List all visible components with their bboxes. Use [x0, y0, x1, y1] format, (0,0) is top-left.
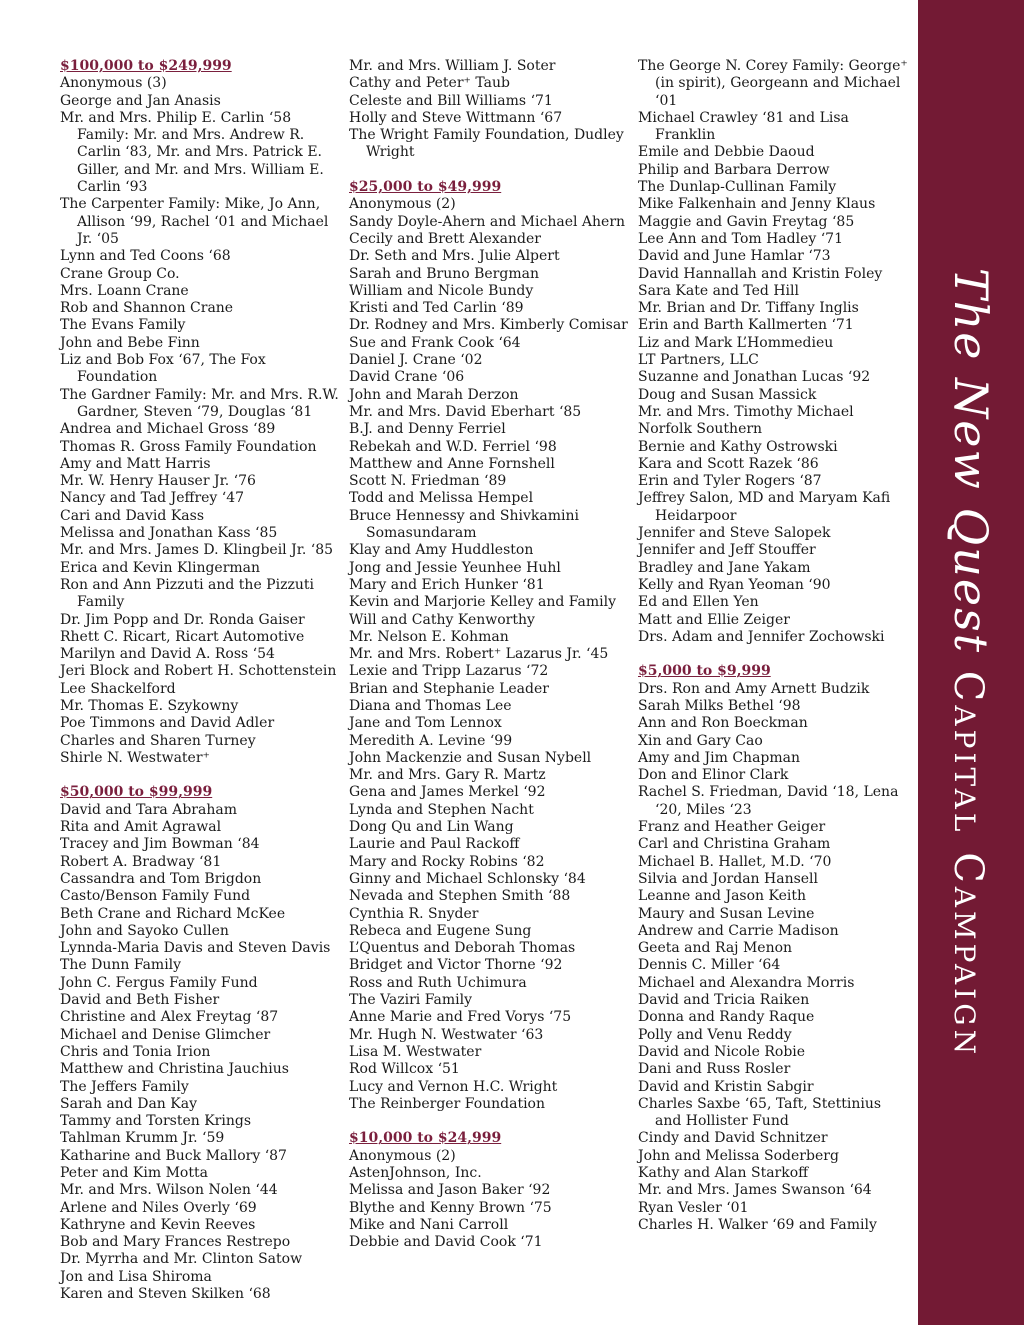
donor-name: Bob and Mary Frances Restrepo: [60, 1234, 291, 1251]
donor-name: Maury and Susan Levine: [638, 905, 815, 922]
donor-name: Anonymous (2): [349, 1147, 456, 1164]
gift-level-heading: $50,000 to $99,999: [60, 784, 213, 801]
donor-name: Klay and Amy Huddleston: [349, 542, 534, 559]
donor-name: George and Jan Anasis: [60, 92, 221, 109]
donor-name: Rob and Shannon Crane: [60, 300, 234, 317]
donor-name: Diana and Thomas Lee: [349, 697, 512, 714]
donor-name: Jennifer and Jeff Stouffer: [638, 542, 816, 559]
donor-name: LT Partners, LLC: [638, 352, 759, 369]
donor-name: Kelly and Ryan Yeoman ‘90: [638, 576, 831, 593]
donor-name: David and Beth Fisher: [60, 992, 220, 1009]
donor-name: David and Nicole Robie: [638, 1043, 806, 1060]
donor-name: Cindy and David Schnitzer: [638, 1130, 828, 1147]
donor-name: The Gardner Family: Mr. and Mrs. R.W. Gardner, Steven ‘79, Douglas ‘81: [60, 386, 339, 420]
donor-name: John and Sayoko Cullen: [60, 922, 229, 939]
donor-name: Jon and Lisa Shiroma: [60, 1268, 212, 1285]
campaign-title-caps: Capital Campaign: [945, 670, 991, 1058]
donor-name: The Vaziri Family: [349, 992, 472, 1009]
donor-name: Todd and Melissa Hempel: [349, 490, 534, 507]
donor-name: Mr. and Mrs. Robert⁺ Lazarus Jr. ‘45: [349, 646, 609, 663]
donor-name: Casto/Benson Family Fund: [60, 888, 251, 905]
donor-name: Mrs. Loann Crane: [60, 282, 189, 299]
donor-name: Karen and Steven Skilken ‘68: [60, 1286, 271, 1303]
donor-name: Carl and Christina Graham: [638, 836, 831, 853]
donor-name: David and Tara Abraham: [60, 801, 237, 818]
donor-name: David Hannallah and Kristin Foley: [638, 265, 883, 282]
donor-name: Dani and Russ Rosler: [638, 1061, 791, 1078]
donor-name: Erin and Barth Kallmerten ‘71: [638, 317, 854, 334]
donor-name: David and Tricia Raiken: [638, 992, 810, 1009]
donor-name: Rebeca and Eugene Sung: [349, 922, 532, 939]
donor-name: Ann and Ron Boeckman: [638, 715, 808, 732]
donor-name: Kathryne and Kevin Reeves: [60, 1216, 256, 1233]
donor-name: Liz and Bob Fox ‘67, The Fox Foundation: [60, 352, 266, 386]
donor-name: John Mackenzie and Susan Nybell: [349, 749, 592, 766]
donor-name: Mr. Thomas E. Szykowny: [60, 697, 239, 714]
donor-name: Silvia and Jordan Hansell: [638, 870, 819, 887]
donor-name: David and June Hamlar ‘73: [638, 248, 831, 265]
donor-name: Mr. and Mrs. William J. Soter: [349, 58, 556, 74]
donor-name: Tammy and Torsten Krings: [60, 1113, 252, 1130]
gift-level-heading: $5,000 to $9,999: [638, 663, 771, 680]
donor-name: David Crane ‘06: [349, 369, 465, 386]
campaign-title: [944, 267, 998, 1057]
gift-level-heading: $10,000 to $24,999: [349, 1130, 502, 1147]
donor-name: Sarah and Dan Kay: [60, 1095, 197, 1112]
donor-name: Anonymous (3): [60, 75, 167, 92]
donor-name: Scott N. Friedman ‘89: [349, 473, 507, 490]
donor-name: Norfolk Southern: [638, 421, 763, 438]
donor-name: Sara Kate and Ted Hill: [638, 282, 799, 299]
donor-name: Lynnda-Maria Davis and Steven Davis: [60, 940, 331, 957]
donor-name: Ed and Ellen Yen: [638, 594, 759, 611]
donor-name: Mary and Rocky Robins ‘82: [349, 853, 545, 870]
donor-name: Andrew and Carrie Madison: [638, 922, 839, 939]
donor-name: Thomas R. Gross Family Foundation: [60, 438, 317, 455]
donor-name: Marilyn and David A. Ross ‘54: [60, 646, 275, 663]
donor-name: Debbie and David Cook ‘71: [349, 1234, 543, 1251]
donor-name: Leanne and Jason Keith: [638, 888, 806, 905]
donor-name: Mr. and Mrs. James Swanson ‘64: [638, 1182, 872, 1199]
donor-name: Nevada and Stephen Smith ‘88: [349, 888, 571, 905]
donor-name: Chris and Tonia Irion: [60, 1043, 211, 1060]
donor-name: Celeste and Bill Williams ‘71: [349, 92, 553, 109]
donor-name: Mary and Erich Hunker ‘81: [349, 576, 545, 593]
section-spacer: [349, 1113, 631, 1130]
donor-name: Erica and Kevin Klingerman: [60, 559, 261, 576]
campaign-title-script: The New Quest: [944, 267, 998, 654]
donor-name: David and Kristin Sabgir: [638, 1078, 814, 1095]
donor-name: The George N. Corey Family: George⁺ (in spirit), Georgeann and Michael ‘01: [638, 58, 908, 109]
donor-name: Mr. Hugh N. Westwater ‘63: [349, 1026, 544, 1043]
donor-name: Donna and Randy Raque: [638, 1009, 815, 1026]
donor-name: Matthew and Christina Jauchius: [60, 1061, 289, 1078]
donor-name: Drs. Ron and Amy Arnett Budzik: [638, 680, 870, 697]
donor-name: Xin and Gary Cao: [638, 732, 763, 749]
donor-name: Dr. Rodney and Mrs. Kimberly Comisar: [349, 317, 628, 334]
donor-name: Will and Cathy Kenworthy: [349, 611, 535, 628]
donor-name: John and Melissa Soderberg: [638, 1147, 839, 1164]
donor-name: Dr. Myrrha and Mr. Clinton Satow: [60, 1251, 303, 1268]
donor-name: Gena and James Merkel ‘92: [349, 784, 546, 801]
donor-name: William and Nicole Bundy: [349, 282, 534, 299]
donor-name: Rachel S. Friedman, David ‘18, Lena ‘20, Miles ‘23: [638, 784, 899, 818]
section-spacer: [638, 646, 910, 663]
donor-name: Tracey and Jim Bowman ‘84: [60, 836, 260, 853]
donor-name: Philip and Barbara Derrow: [638, 161, 830, 178]
donor-name: Dennis C. Miller ‘64: [638, 957, 781, 974]
donor-name: Sarah and Bruno Bergman: [349, 265, 539, 282]
gift-level-heading: $100,000 to $249,999: [60, 58, 232, 74]
donor-name: Kathy and Alan Starkoff: [638, 1165, 809, 1181]
gift-level-heading: $25,000 to $49,999: [349, 179, 502, 196]
donor-name: Cecily and Brett Alexander: [349, 230, 541, 247]
donor-name: Don and Elinor Clark: [638, 767, 789, 784]
donor-name: Mr. Nelson E. Kohman: [349, 628, 509, 645]
donor-name: The Jeffers Family: [60, 1078, 189, 1095]
donor-name: Anne Marie and Fred Vorys ‘75: [349, 1009, 572, 1026]
donor-name: Michael and Denise Glimcher: [60, 1026, 271, 1043]
donor-name: Mr. Brian and Dr. Tiffany Inglis: [638, 300, 859, 317]
donor-name: Matthew and Anne Fornshell: [349, 455, 555, 472]
donor-name: Michael Crawley ‘81 and Lisa Franklin: [638, 109, 849, 144]
donor-name: Mike Falkenhain and Jenny Klaus: [638, 196, 876, 213]
donor-name: AstenJohnson, Inc.: [349, 1165, 482, 1181]
donor-name: Ryan Vesler ‘01: [638, 1199, 749, 1216]
donor-name: L’Quentus and Deborah Thomas: [349, 940, 576, 957]
donor-name: Michael B. Hallet, M.D. ‘70: [638, 853, 832, 870]
donor-name: Jeri Block and Robert H. Schottenstein: [60, 663, 337, 680]
donor-name: Mr. and Mrs. Gary R. Martz: [349, 767, 546, 784]
donor-name: Bradley and Jane Yakam: [638, 559, 811, 576]
section-spacer: [349, 162, 631, 179]
donor-name: Charles Saxbe ‘65, Taft, Stettinius and Hollister Fund: [638, 1095, 882, 1130]
donor-column-1: [60, 58, 342, 1303]
donor-name: Kevin and Marjorie Kelley and Family: [349, 594, 617, 611]
donor-name: Mr. and Mrs. Wilson Nolen ‘44: [60, 1182, 278, 1199]
donor-name: Sue and Frank Cook ‘64: [349, 334, 521, 351]
donor-name: Jong and Jessie Yeunhee Huhl: [349, 559, 561, 576]
donor-name: Liz and Mark L’Hommedieu: [638, 334, 834, 351]
donor-name: Andrea and Michael Gross ‘89: [60, 421, 276, 438]
donor-name: Jennifer and Steve Salopek: [638, 525, 831, 542]
donor-name: Lucy and Vernon H.C. Wright: [349, 1078, 558, 1095]
donor-name: Lexie and Tripp Lazarus ‘72: [349, 663, 549, 680]
donor-name: Dong Qu and Lin Wang: [349, 819, 514, 836]
donor-name: Ginny and Michael Schlonsky ‘84: [349, 870, 586, 887]
donor-name: B.J. and Denny Ferriel: [349, 421, 506, 438]
donor-name: The Evans Family: [60, 317, 186, 334]
donor-name: Emile and Debbie Daoud: [638, 144, 815, 161]
donor-name: Matt and Ellie Zeiger: [638, 611, 790, 628]
donor-name: Nancy and Tad Jeffrey ‘47: [60, 490, 245, 507]
donor-name: Drs. Adam and Jennifer Zochowski: [638, 628, 885, 645]
donor-name: Cynthia R. Snyder: [349, 905, 479, 922]
donor-name: Michael and Alexandra Morris: [638, 974, 855, 991]
donor-name: Blythe and Kenny Brown ‘75: [349, 1199, 552, 1216]
donor-name: Ross and Ruth Uchimura: [349, 974, 527, 991]
donor-name: Mr. and Mrs. James D. Klingbeil Jr. ‘85: [60, 542, 334, 559]
donor-name: Daniel J. Crane ‘02: [349, 352, 483, 369]
donor-name: Doug and Susan Massick: [638, 386, 817, 403]
donor-name: Jane and Tom Lennox: [349, 715, 502, 732]
donor-name: Robert A. Bradway ‘81: [60, 853, 222, 870]
donor-name: Rhett C. Ricart, Ricart Automotive: [60, 628, 305, 645]
donor-name: Laurie and Paul Rackoff: [349, 836, 520, 853]
donor-name: The Dunlap-Cullinan Family: [638, 179, 837, 196]
donor-name: Franz and Heather Geiger: [638, 819, 826, 836]
donor-name: Poe Timmons and David Adler: [60, 715, 275, 732]
donor-name: Mr. and Mrs. Philip E. Carlin ‘58 Family: Mr. and Mrs. Andrew R. Carlin ‘83, Mr. and Mrs. Patrick E. Giller, and Mr. and Mrs. William E. Carlin ‘93: [60, 109, 324, 196]
donor-name: Sandy Doyle-Ahern and Michael Ahern: [349, 213, 626, 230]
donor-name: Rod Willcox ‘51: [349, 1061, 460, 1078]
donor-name: Jeffrey Salon, MD and Maryam Kafi Heidarpoor: [638, 490, 891, 524]
donor-column-2: [349, 58, 631, 1251]
donor-name: Charles and Sharen Turney: [60, 732, 256, 749]
donor-name: Katharine and Buck Mallory ‘87: [60, 1147, 287, 1164]
donor-name: The Wright Family Foundation, Dudley Wright: [349, 127, 624, 161]
donor-name: Suzanne and Jonathan Lucas ‘92: [638, 369, 871, 386]
donor-name: Dr. Seth and Mrs. Julie Alpert: [349, 248, 560, 265]
donor-name: Beth Crane and Richard McKee: [60, 905, 286, 922]
donor-name: Arlene and Niles Overly ‘69: [60, 1199, 257, 1216]
donor-name: John and Marah Derzon: [349, 386, 519, 403]
donor-name: Lee Ann and Tom Hadley ‘71: [638, 230, 843, 247]
donor-name: Charles H. Walker ‘69 and Family: [638, 1216, 877, 1233]
donor-name: Bernie and Kathy Ostrowski: [638, 438, 838, 455]
donor-name: Kristi and Ted Carlin ‘89: [349, 300, 524, 317]
donor-name: Sarah Milks Bethel ‘98: [638, 697, 801, 714]
donor-name: Erin and Tyler Rogers ‘87: [638, 473, 822, 490]
campaign-sidebar: [918, 0, 1024, 1325]
donor-name: Lisa M. Westwater: [349, 1043, 482, 1060]
donor-name: Bruce Hennessy and Shivkamini Somasundaram: [349, 507, 579, 542]
donor-name: The Dunn Family: [60, 957, 182, 974]
donor-name: Peter and Kim Motta: [60, 1165, 208, 1181]
donor-name: Amy and Matt Harris: [60, 455, 211, 472]
donor-name: Cassandra and Tom Brigdon: [60, 870, 262, 887]
donor-name: Lynn and Ted Coons ‘68: [60, 248, 231, 265]
donor-name: Amy and Jim Chapman: [638, 749, 801, 766]
donor-name: Christine and Alex Freytag ‘87: [60, 1009, 279, 1026]
donor-name: Cathy and Peter⁺ Taub: [349, 75, 510, 92]
donor-name: Rita and Amit Agrawal: [60, 819, 222, 836]
donor-name: Cari and David Kass: [60, 507, 204, 524]
donor-name: Melissa and Jason Baker ‘92: [349, 1182, 551, 1199]
donor-name: Dr. Jim Popp and Dr. Ronda Gaiser: [60, 611, 305, 628]
donor-name: Lynda and Stephen Nacht: [349, 801, 534, 818]
donor-name: Polly and Venu Reddy: [638, 1026, 792, 1043]
donor-name: Brian and Stephanie Leader: [349, 680, 549, 697]
donor-name: Mike and Nani Carroll: [349, 1216, 509, 1233]
donor-name: Meredith A. Levine ‘99: [349, 732, 513, 749]
donor-name: John and Bebe Finn: [60, 334, 200, 351]
donor-name: Ron and Ann Pizzuti and the Pizzuti Family: [60, 576, 314, 611]
donor-name: Melissa and Jonathan Kass ‘85: [60, 525, 278, 542]
donor-name: Tahlman Krumm Jr. ‘59: [60, 1130, 225, 1147]
donor-name: Lee Shackelford: [60, 680, 176, 697]
donor-name: Mr. and Mrs. David Eberhart ‘85: [349, 403, 582, 420]
donor-name: The Carpenter Family: Mike, Jo Ann, Allison ‘99, Rachel ‘01 and Michael Jr. ‘05: [60, 196, 329, 247]
section-spacer: [60, 767, 342, 784]
donor-name: Kara and Scott Razek ‘86: [638, 455, 819, 472]
donor-name: Shirle N. Westwater⁺: [60, 749, 210, 766]
donor-name: Holly and Steve Wittmann ‘67: [349, 109, 563, 126]
donor-name: Bridget and Victor Thorne ‘92: [349, 957, 563, 974]
donor-name: Anonymous (2): [349, 196, 456, 213]
donor-name: The Reinberger Foundation: [349, 1095, 546, 1112]
donor-column-3: [638, 58, 910, 1234]
donor-name: Rebekah and W.D. Ferriel ‘98: [349, 438, 557, 455]
donor-name: John C. Fergus Family Fund: [60, 974, 258, 991]
donor-name: Geeta and Raj Menon: [638, 940, 793, 957]
donor-name: Maggie and Gavin Freytag ‘85: [638, 213, 855, 230]
donor-name: Crane Group Co.: [60, 265, 180, 282]
donor-name: Mr. and Mrs. Timothy Michael: [638, 403, 854, 420]
donor-name: Mr. W. Henry Hauser Jr. ‘76: [60, 473, 256, 490]
